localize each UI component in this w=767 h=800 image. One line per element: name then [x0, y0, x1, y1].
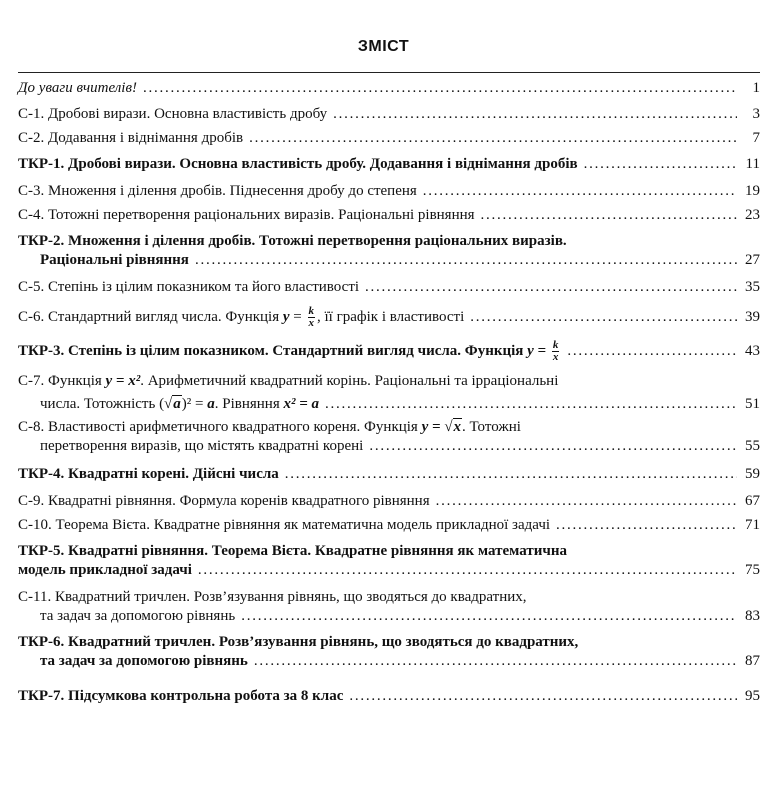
- entry-tkr5: [18, 542, 760, 580]
- page-number: 11: [745, 156, 760, 172]
- entry-c9: [18, 492, 760, 511]
- leader-dots: [567, 342, 737, 361]
- entry-c6: [18, 300, 760, 334]
- page-number: 55: [745, 438, 760, 454]
- entry-title-line-1: С-8. Властивості арифметичного квадратного кореня. Функція y = √x. Тотожні: [18, 419, 521, 435]
- entry-title-line-1: С-11. Квадратний тричлен. Розв’язування рівнянь, що зводяться до квадратних,: [18, 589, 527, 605]
- leader-dots: [195, 251, 737, 270]
- entry-tkr7: [18, 687, 760, 706]
- leader-dots: [423, 182, 737, 201]
- page-number: 51: [745, 396, 760, 412]
- entry-title: С-3. Множення і ділення дробів. Піднесення дробу до степеня: [18, 183, 417, 199]
- entry-title: С-2. Додавання і віднімання дробів: [18, 130, 244, 146]
- entry-c3: [18, 182, 760, 201]
- fraction-k-over-x: $\frac{k}{x}$: [308, 304, 314, 329]
- entry-title: С-9. Квадратні рівняння. Формула коренів квадратного рівняння: [18, 493, 430, 509]
- entry-title-line-2: та задач за допомогою рівнянь: [40, 608, 236, 624]
- leader-dots: [325, 395, 737, 414]
- page-number: 19: [745, 183, 760, 199]
- leader-dots: [198, 561, 737, 580]
- entry-title-line-1: ТКР-5. Квадратні рівняння. Теорема Вієта. Квадратне рівняння як математична: [18, 543, 567, 559]
- page-number: 39: [745, 308, 760, 325]
- entry-title-line-2: модель прикладної задачі: [18, 562, 192, 578]
- entry-title: С-6. Стандартний вигляд числа. Функція y = $\frac{k}{x}$ , її графік і властивості: [18, 304, 465, 329]
- entry-title-line-1: С-7. Функція y = x². Арифметичний квадратний корінь. Раціональні та ірраціональні: [18, 373, 559, 389]
- entry-title: С-5. Степінь із цілим показником та його властивості: [18, 279, 360, 295]
- entry-tkr2: [18, 232, 760, 270]
- entry-tkr6: [18, 633, 760, 671]
- entry-tkr4: [18, 465, 760, 484]
- leader-dots: [143, 79, 737, 98]
- entry-c2: [18, 129, 760, 148]
- entry-title: С-10. Теорема Вієта. Квадратне рівняння як математична модель прикладної задачі: [18, 517, 551, 533]
- entry-tkr1: [18, 155, 760, 174]
- entry-title-line-2: та задач за допомогою рівнянь: [40, 653, 248, 669]
- fraction-k-over-x: $\frac{k}{x}$: [552, 338, 559, 363]
- leader-dots: [481, 206, 737, 225]
- page-number: 35: [745, 279, 760, 295]
- entry-title-line-2: перетворення виразів, що містять квадратні корені: [40, 438, 364, 454]
- page-number: 27: [745, 252, 760, 268]
- page-number: 7: [752, 130, 760, 146]
- entry-c11: [18, 588, 760, 626]
- entry-title-line-2: Раціональні рівняння: [40, 252, 189, 268]
- entry-c10: [18, 516, 760, 535]
- page-number: 83: [745, 608, 760, 624]
- entry-title: С-4. Тотожні перетворення раціональних виразів. Раціональні рівняння: [18, 207, 475, 223]
- entry-title: ТКР-3. Степінь із цілим показником. Стандартний вигляд числа. Функція y = $\frac{k}{x}$: [18, 338, 559, 363]
- page-number: 23: [745, 207, 760, 223]
- page-number: 87: [745, 653, 760, 669]
- leader-dots: [241, 607, 737, 626]
- entry-title: ТКР-1. Дробові вирази. Основна властивість дробу. Додавання і віднімання дробів: [18, 156, 578, 172]
- leader-dots: [369, 437, 737, 456]
- leader-dots: [285, 465, 737, 484]
- page-number: 3: [752, 106, 760, 122]
- entry-title: ТКР-7. Підсумкова контрольна робота за 8 клас: [18, 688, 344, 704]
- page-title: ЗМІСТ: [357, 38, 410, 55]
- entry-c8: [18, 418, 760, 456]
- entry-teacher-note: [18, 79, 760, 98]
- entry-title-line-1: ТКР-2. Множення і ділення дробів. Тотожні перетворення раціональних виразів.: [18, 233, 567, 249]
- leader-dots: [333, 105, 737, 124]
- leader-dots: [470, 308, 737, 327]
- entry-title: До уваги вчителів!: [18, 80, 137, 96]
- page-number: 95: [745, 688, 760, 704]
- page-number: 1: [752, 80, 760, 96]
- leader-dots: [349, 687, 737, 706]
- entry-title: ТКР-4. Квадратні корені. Дійсні числа: [18, 466, 279, 482]
- title-divider: [18, 72, 760, 73]
- leader-dots: [584, 155, 737, 174]
- entry-title-line-2: числа. Тотожність (√a)² = a. Рівняння x² = a: [40, 396, 320, 412]
- entry-c4: [18, 206, 760, 225]
- page-number: 71: [745, 517, 760, 533]
- entry-c1: [18, 105, 760, 124]
- page-number: 43: [745, 342, 760, 359]
- entry-title-line-1: ТКР-6. Квадратний тричлен. Розв’язування рівнянь, що зводяться до квадратних,: [18, 634, 579, 650]
- leader-dots: [249, 129, 737, 148]
- page-number: 59: [745, 466, 760, 482]
- page-number: 67: [745, 493, 760, 509]
- entry-c5: [18, 278, 760, 297]
- entry-c7: [18, 372, 760, 414]
- leader-dots: [436, 492, 737, 511]
- leader-dots: [365, 278, 737, 297]
- leader-dots: [254, 652, 737, 671]
- entry-tkr3: [18, 334, 760, 368]
- entry-title: С-1. Дробові вирази. Основна властивість дробу: [18, 106, 328, 122]
- leader-dots: [556, 516, 737, 535]
- page-number: 75: [745, 562, 760, 578]
